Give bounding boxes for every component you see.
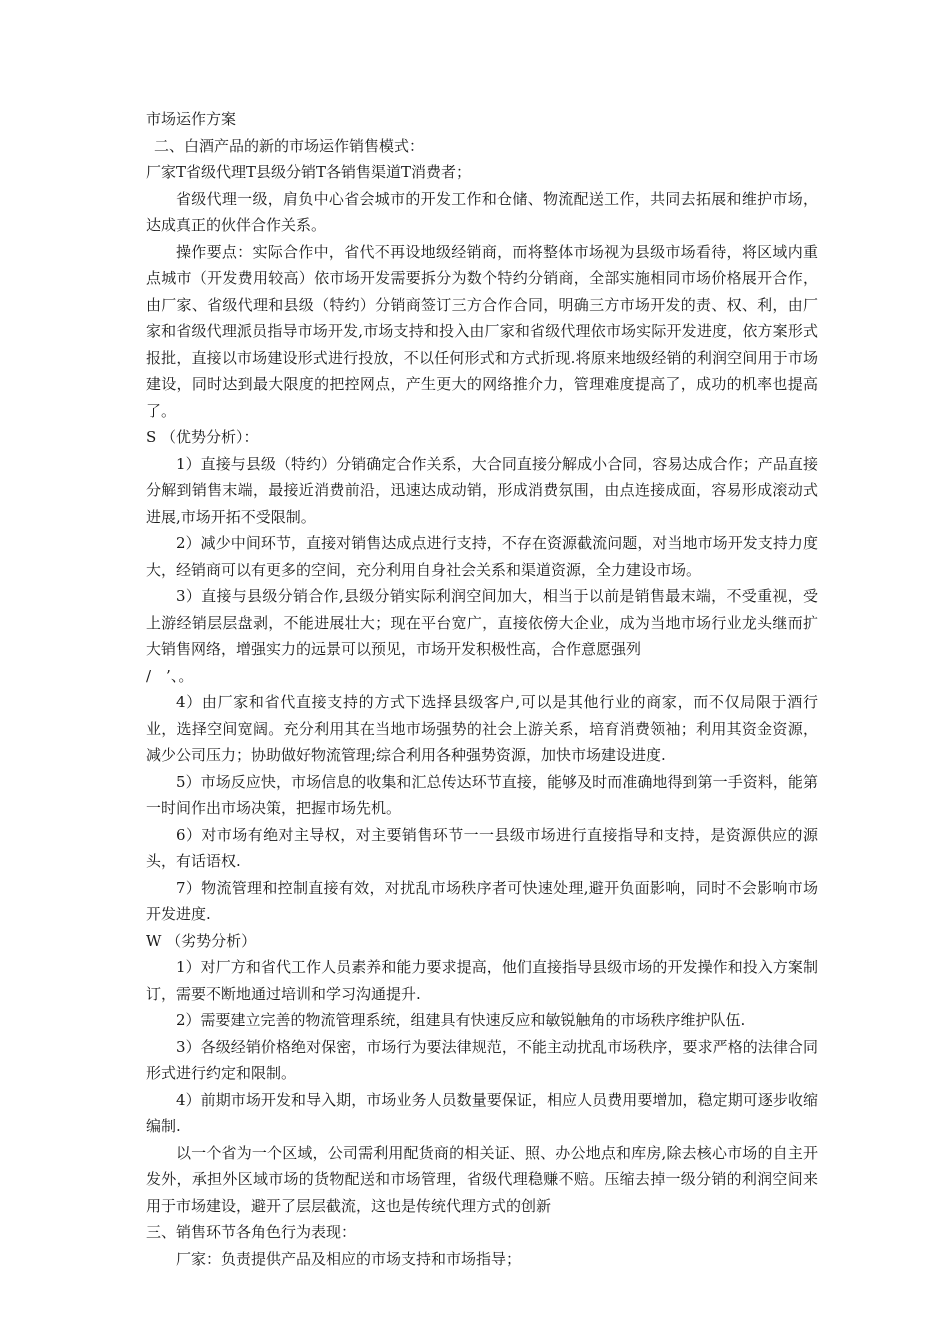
section-2-heading: 二、白酒产品的新的市场运作销售模式： xyxy=(154,136,425,155)
strength-item-5: 5）市场反应快，市场信息的收集和汇总传达环节直接，能够及时而准确地得到第一手资料，能第一时间作出市场决策，把握市场先机。 xyxy=(146,772,818,817)
document-page xyxy=(146,106,818,1272)
section-3-heading: 三、销售环节各角色行为表现： xyxy=(146,1223,357,1241)
strength-item-3-tail: / ’、。 xyxy=(146,666,194,685)
channel-chain: 厂家T省级代理T县级分销T各销售渠道T消费者； xyxy=(146,163,472,181)
strength-item-7: 7）物流管理和控制直接有效，对扰乱市场秩序者可快速处理,避开负面影响，同时不会影响市场开发进度. xyxy=(146,878,818,923)
weakness-item-2: 2）需要建立完善的物流管理系统，组建具有快速反应和敏锐触角的市场秩序维护队伍. xyxy=(176,1011,746,1029)
strengths-heading: S （优势分析）： xyxy=(146,428,259,446)
strength-item-2: 2）减少中间环节，直接对销售达成点进行支持，不存在资源截流问题，对当地市场开发支持力度大，经销商可以有更多的空间，充分利用自身社会关系和渠道资源，全力建设市场。 xyxy=(146,534,818,579)
document-title: 市场运作方案 xyxy=(146,110,237,128)
factory-role-paragraph: 厂家：负责提供产品及相应的市场支持和市场指导； xyxy=(176,1249,522,1268)
provincial-agent-paragraph: 省级代理一级，肩负中心省会城市的开发工作和仓储、物流配送工作，共同去拓展和维护市场，达成真正的伙伴合作关系。 xyxy=(146,189,818,234)
strength-item-4: 4）由厂家和省代直接支持的方式下选择县级客户,可以是其他行业的商家，而不仅局限于酒行业，选择空间宽阔。充分利用其在当地市场强势的社会上游关系，培育消费领袖；利用其资金资源，减少公司压力；协助做好物流管理;综合利用各种强势资源，加快市场建设进度. xyxy=(146,693,818,764)
region-paragraph: 以一个省为一个区域，公司需利用配货商的相关证、照、办公地点和库房,除去核心市场的自主开发外，承担外区域市场的货物配送和市场管理，省级代理稳赚不赔。压缩去掉一级分销的利润空间来用于市场建设，避开了层层截流，这也是传统代理方式的创新 xyxy=(146,1143,818,1215)
weaknesses-heading: W （劣势分析） xyxy=(146,931,257,950)
strength-item-6: 6）对市场有绝对主导权，对主要销售环节一一县级市场进行直接指导和支持，是资源供应的源头，有话语权. xyxy=(146,825,818,870)
weakness-item-1: 1）对厂方和省代工作人员素养和能力要求提高，他们直接指导县级市场的开发操作和投入方案制订，需要不断地通过培训和学习沟通提升. xyxy=(146,958,818,1003)
weakness-item-3: 3）各级经销价格绝对保密，市场行为要法律规范，不能主动扰乱市场秩序，要求严格的法律合同形式进行约定和限制。 xyxy=(146,1037,818,1082)
strength-item-3: 3）直接与县级分销合作,县级分销实际利润空间加大，相当于以前是销售最末端，不受重视，受上游经销层层盘剥，不能进展壮大；现在平台宽广，直接依傍大企业，成为当地市场行业龙头继而扩大销售网络，增强实力的远景可以预见，市场开发积极性高，合作意愿强列 xyxy=(146,587,818,658)
weakness-item-4: 4）前期市场开发和导入期，市场业务人员数量要保证，相应人员费用要增加，稳定期可逐步收缩编制. xyxy=(146,1090,818,1135)
strength-item-1: 1）直接与县级（特约）分销确定合作关系，大合同直接分解成小合同，容易达成合作；产品直接分解到销售末端，最接近消费前沿，迅速达成动销，形成消费氛围，由点连接成面，容易形成滚动式进展,市场开拓不受限制。 xyxy=(146,454,818,526)
operation-points-paragraph: 操作要点：实际合作中，省代不再设地级经销商，而将整体市场视为县级市场看待，将区域内重点城市（开发费用较高）依市场开发需要拆分为数个特约分销商，全部实施相同市场价格展开合作，由厂家、省级代理和县级（特约）分销商签订三方合作合同，明确三方市场开发的责、权、利，由厂家和省级代理派员指导市场开发,市场支持和投入由厂家和省级代理依市场实际开发进度，依方案形式报批，直接以市场建设形式进行投放，不以任何形式和方式折现.将原来地级经销的利润空间用于市场建设，同时达到最大限度的把控网点，产生更大的网络推介力，管理难度提高了，成功的机率也提高了。 xyxy=(146,242,818,420)
